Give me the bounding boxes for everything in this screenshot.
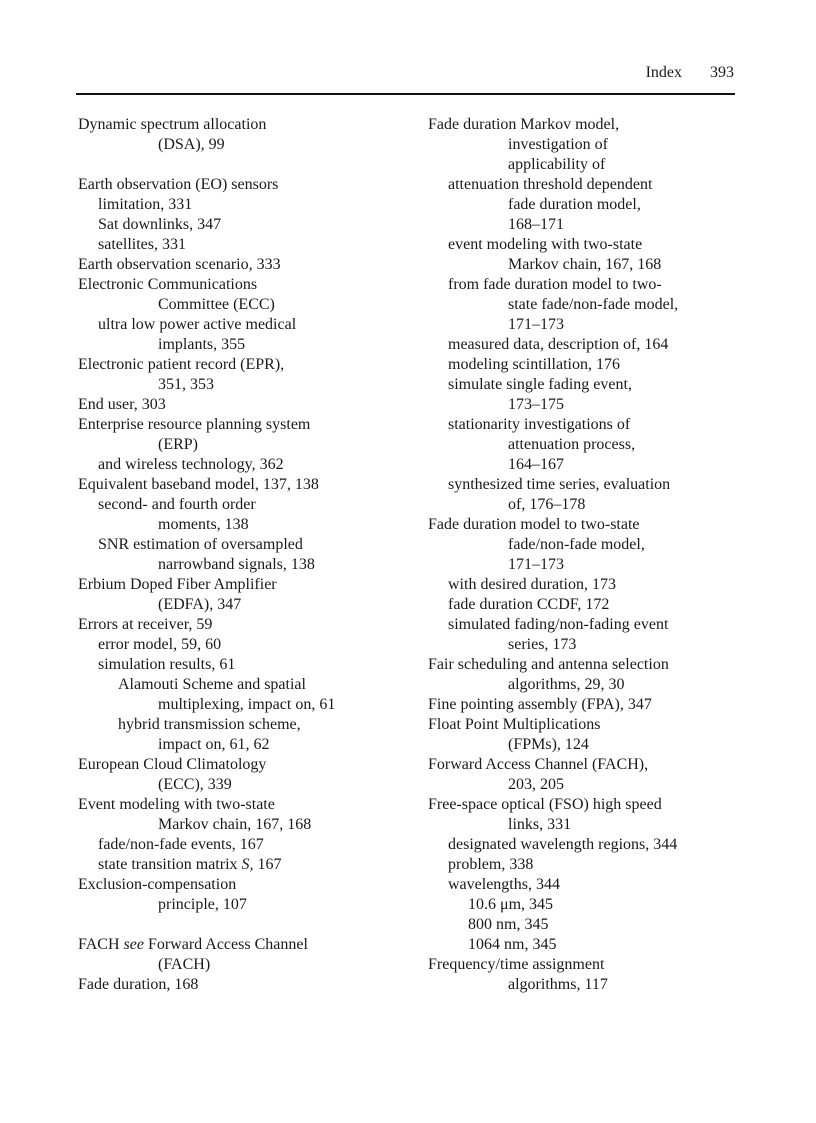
- index-entry: [428, 355, 748, 375]
- index-entry-continuation: implants, 355: [158, 336, 246, 353]
- index-entry: [78, 715, 408, 755]
- index-entry-continuation: 203, 205: [508, 776, 564, 793]
- index-entry: [428, 475, 748, 515]
- index-entry-line: problem, 338: [448, 856, 534, 873]
- index-entry: [78, 855, 408, 875]
- index-entry-continuation: 168–171: [508, 216, 564, 233]
- index-entry: [78, 355, 408, 395]
- index-entry-line: Dynamic spectrum allocation: [78, 116, 267, 133]
- index-entry: [428, 375, 748, 415]
- index-entry: [428, 875, 748, 895]
- index-spacer: [78, 155, 408, 175]
- index-entry-line: wavelengths, 344: [448, 876, 560, 893]
- index-entry-line: measured data, description of, 164: [448, 336, 669, 353]
- index-entry: [428, 595, 748, 615]
- index-entry: [78, 835, 408, 855]
- index-entry-line: satellites, 331: [98, 236, 186, 253]
- index-entry-continuation: moments, 138: [158, 516, 249, 533]
- index-entry-continuation: series, 173: [508, 636, 577, 653]
- index-entry-line: Erbium Doped Fiber Amplifier: [78, 576, 277, 593]
- index-entry: [428, 335, 748, 355]
- index-entry: [428, 175, 748, 235]
- index-entry-line: [78, 935, 408, 955]
- index-entry: [78, 275, 408, 315]
- index-entry: [428, 795, 748, 835]
- index-entry-continuation: (EDFA), 347: [158, 596, 242, 613]
- index-entry: [428, 935, 748, 955]
- index-entry: [428, 655, 748, 695]
- index-entry-line: fade duration CCDF, 172: [448, 596, 610, 613]
- index-entry-line: Errors at receiver, 59: [78, 616, 213, 633]
- index-entry: [78, 415, 408, 455]
- index-entry-line: with desired duration, 173: [448, 576, 616, 593]
- index-entry-continuation: Committee (ECC): [158, 296, 275, 313]
- index-entry-line: stationarity investigations of: [448, 416, 631, 433]
- index-entry: [428, 835, 748, 855]
- index-entry-continuation: 171–173: [508, 316, 564, 333]
- index-entry-line: SNR estimation of oversampled: [98, 536, 303, 553]
- index-entry: [78, 575, 408, 615]
- index-entry-continuation: (FPMs), 124: [508, 736, 589, 753]
- index-entry-continuation: of, 176–178: [508, 496, 586, 513]
- index-entry-line: Frequency/time assignment: [428, 956, 605, 973]
- index-entry-line: fade/non-fade events, 167: [98, 836, 264, 853]
- index-entry-continuation: 164–167: [508, 456, 564, 473]
- index-entry: [78, 755, 408, 795]
- index-entry: [428, 615, 748, 655]
- page-number: 393: [710, 64, 734, 81]
- index-entry: [428, 715, 748, 755]
- index-entry-line: ultra low power active medical: [98, 316, 297, 333]
- entry-text: FACH: [78, 936, 124, 953]
- index-entry: [428, 695, 748, 715]
- index-entry: [428, 915, 748, 935]
- index-entry-line: Fine pointing assembly (FPA), 347: [428, 696, 652, 713]
- index-entry-line: Electronic Communications: [78, 276, 258, 293]
- index-entry-continuation: (ECC), 339: [158, 776, 232, 793]
- index-entry-line: simulate single fading event,: [448, 376, 632, 393]
- index-entry-line: European Cloud Climatology: [78, 756, 267, 773]
- index-entry: [78, 255, 408, 275]
- index-entry-line: modeling scintillation, 176: [448, 356, 620, 373]
- index-entry: [428, 955, 748, 995]
- index-entry: [78, 495, 408, 535]
- entry-text: 167: [253, 856, 282, 873]
- index-entry-line: End user, 303: [78, 396, 166, 413]
- index-entry: [78, 475, 408, 495]
- index-entry-continuation: algorithms, 29, 30: [508, 676, 625, 693]
- index-entry-line: limitation, 331: [98, 196, 193, 213]
- index-entry-line: 800 nm, 345: [468, 916, 549, 933]
- index-entry: [78, 195, 408, 215]
- index-entry-line: Fair scheduling and antenna selection: [428, 656, 669, 673]
- index-entry-continuation: applicability of: [508, 156, 606, 173]
- index-entry: [428, 855, 748, 875]
- index-entry: [428, 235, 748, 275]
- index-entry-continuation: Markov chain, 167, 168: [158, 816, 312, 833]
- index-entry: [78, 175, 408, 195]
- index-entry: [428, 115, 748, 175]
- index-entry: [428, 515, 748, 575]
- index-entry-line: Enterprise resource planning system: [78, 416, 311, 433]
- index-entry-line: event modeling with two-state: [448, 236, 643, 253]
- index-entry-continuation: links, 331: [508, 816, 572, 833]
- index-entry-line: hybrid transmission scheme,: [118, 716, 301, 733]
- index-entry: [428, 755, 748, 795]
- index-entry: [428, 415, 748, 475]
- index-entry: [78, 935, 408, 975]
- index-entry: [78, 675, 408, 715]
- index-entry-continuation: (ERP): [158, 436, 198, 453]
- index-entry-continuation: impact on, 61, 62: [158, 736, 270, 753]
- index-entry-line: designated wavelength regions, 344: [448, 836, 678, 853]
- index-entry-continuation: (DSA), 99: [158, 136, 225, 153]
- header-rule: [76, 93, 735, 95]
- index-entry-line: simulation results, 61: [98, 656, 236, 673]
- index-entry-continuation: state fade/non-fade model,: [508, 296, 679, 313]
- italic-term: see: [123, 936, 144, 953]
- index-entry-continuation: multiplexing, impact on, 61: [158, 696, 336, 713]
- index-entry-continuation: Markov chain, 167, 168: [508, 256, 662, 273]
- index-entry-line: Forward Access Channel (FACH),: [428, 756, 649, 773]
- index-entry: [78, 395, 408, 415]
- index-entry: [78, 875, 408, 915]
- index-entry-line: from fade duration model to two-: [448, 276, 662, 293]
- index-column-right: [428, 115, 748, 995]
- index-entry-line: Equivalent baseband model, 137, 138: [78, 476, 319, 493]
- index-entry: [428, 575, 748, 595]
- index-entry-line: attenuation threshold dependent: [448, 176, 653, 193]
- index-entry-line: 10.6 μm, 345: [468, 896, 554, 913]
- index-entry-continuation: narrowband signals, 138: [158, 556, 315, 573]
- entry-text: state transition matrix: [98, 856, 242, 873]
- index-entry: [78, 455, 408, 475]
- index-entry-line: Sat downlinks, 347: [98, 216, 222, 233]
- index-entry: [78, 655, 408, 675]
- header-label: Index: [645, 64, 682, 81]
- index-entry-line: Event modeling with two-state: [78, 796, 275, 813]
- index-entry-continuation: (FACH): [158, 956, 211, 973]
- index-entry: [78, 115, 408, 155]
- index-column-left: [78, 115, 408, 995]
- index-entry-continuation: fade/non-fade model,: [508, 536, 645, 553]
- index-entry: [78, 615, 408, 635]
- index-entry-continuation: attenuation process,: [508, 436, 636, 453]
- index-entry-continuation: 171–173: [508, 556, 564, 573]
- index-entry-continuation: fade duration model,: [508, 196, 641, 213]
- index-entry-continuation: algorithms, 117: [508, 976, 608, 993]
- index-entry: [78, 215, 408, 235]
- index-entry: [78, 975, 408, 995]
- entry-text: Forward Access Channel: [143, 936, 308, 953]
- index-entry: [428, 275, 748, 335]
- index-entry: [78, 315, 408, 355]
- index-entry-line: Exclusion-compensation: [78, 876, 237, 893]
- index-entry-line: Fade duration model to two-state: [428, 516, 640, 533]
- running-header: [78, 64, 734, 88]
- index-entry-continuation: principle, 107: [158, 896, 247, 913]
- index-entry-line: 1064 nm, 345: [468, 936, 557, 953]
- index-entry-line: synthesized time series, evaluation: [448, 476, 671, 493]
- index-entry-line: error model, 59, 60: [98, 636, 222, 653]
- index-entry-line: Free-space optical (FSO) high speed: [428, 796, 662, 813]
- index-entry: [78, 535, 408, 575]
- index-spacer: [78, 915, 408, 935]
- index-entry-continuation: 351, 353: [158, 376, 214, 393]
- index-entry-continuation: 173–175: [508, 396, 564, 413]
- index-entry-line: Float Point Multiplications: [428, 716, 601, 733]
- index-entry-line: [78, 855, 408, 875]
- index-entry-line: Earth observation scenario, 333: [78, 256, 281, 273]
- index-entry-line: Fade duration, 168: [78, 976, 199, 993]
- index-entry: [78, 635, 408, 655]
- index-entry-line: Alamouti Scheme and spatial: [118, 676, 306, 693]
- index-entry-continuation: investigation of: [508, 136, 608, 153]
- index-entry: [428, 895, 748, 915]
- index-entry-line: and wireless technology, 362: [98, 456, 284, 473]
- italic-term: S,: [241, 856, 254, 873]
- index-entry-line: Electronic patient record (EPR),: [78, 356, 285, 373]
- index-entry-line: simulated fading/non-fading event: [448, 616, 669, 633]
- index-entry-line: Earth observation (EO) sensors: [78, 176, 279, 193]
- index-entry-line: Fade duration Markov model,: [428, 116, 620, 133]
- index-entry: [78, 235, 408, 255]
- index-entry: [78, 795, 408, 835]
- index-entry-line: second- and fourth order: [98, 496, 256, 513]
